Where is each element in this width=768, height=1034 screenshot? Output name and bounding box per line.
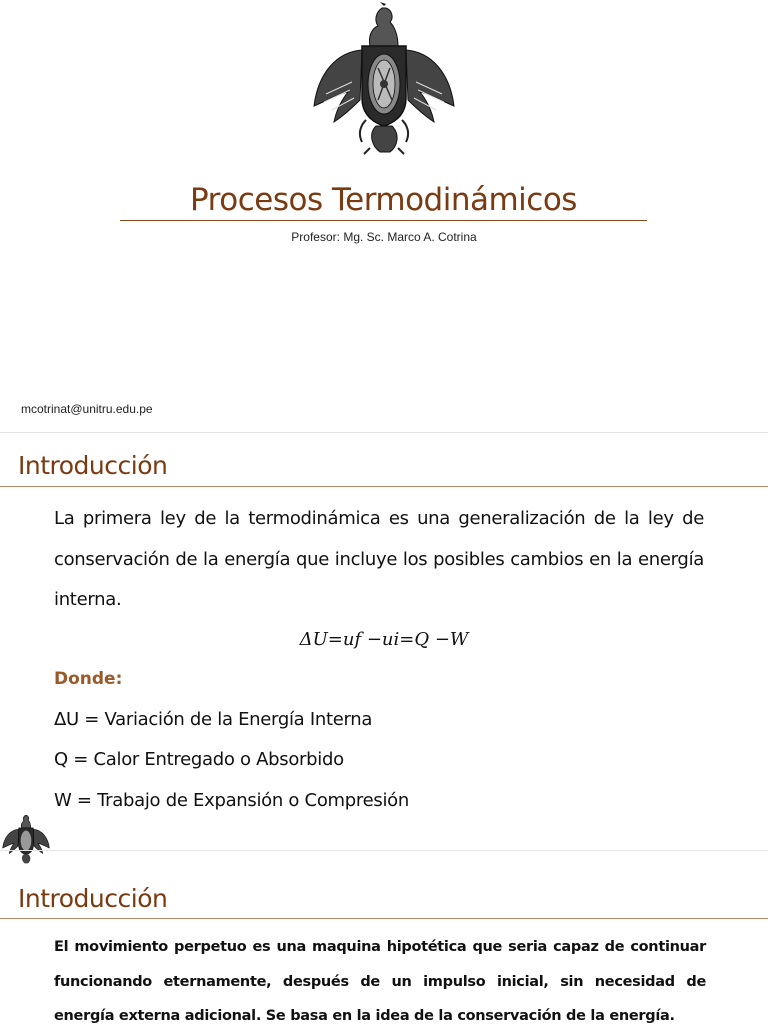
section-heading: Introducción: [18, 451, 168, 480]
donde-label: Donde:: [54, 669, 123, 689]
intro-slide-2: [0, 851, 768, 1024]
heading-rule: [0, 486, 768, 487]
heading-rule: [0, 918, 768, 919]
section-heading: Introducción: [18, 884, 168, 913]
energy-equation: ΔU=uf −ui=Q −W: [299, 629, 469, 650]
university-crest-logo: [306, 2, 462, 156]
first-law-paragraph: La primera ley de la termodinámica es una generalización de la ley de conservación de la energía que incluye los posibles cambios en la energía interna.: [54, 508, 704, 610]
definition-delta-u: ΔU = Variación de la Energía Interna: [54, 709, 373, 730]
intro-slide-1: [0, 433, 768, 850]
definition-q: Q = Calor Entregado o Absorbido: [54, 749, 344, 770]
title-slide: [0, 0, 768, 432]
professor-subtitle: Profesor: Mg. Sc. Marco A. Cotrina: [291, 230, 477, 244]
title-underline: [120, 220, 647, 221]
definition-w: W = Trabajo de Expansión o Compresión: [54, 790, 409, 811]
contact-email: mcotrinat@unitru.edu.pe: [21, 402, 153, 416]
perpetual-motion-paragraph: El movimiento perpetuo es una maquina hipotética que seria capaz de continuar funcionando eternamente, después de un impulso inicial, sin necesidad de energía externa adicional. Se basa en la idea de la conservación de la energía.: [54, 939, 706, 1024]
presentation-title: Procesos Termodinámicos: [190, 182, 577, 218]
